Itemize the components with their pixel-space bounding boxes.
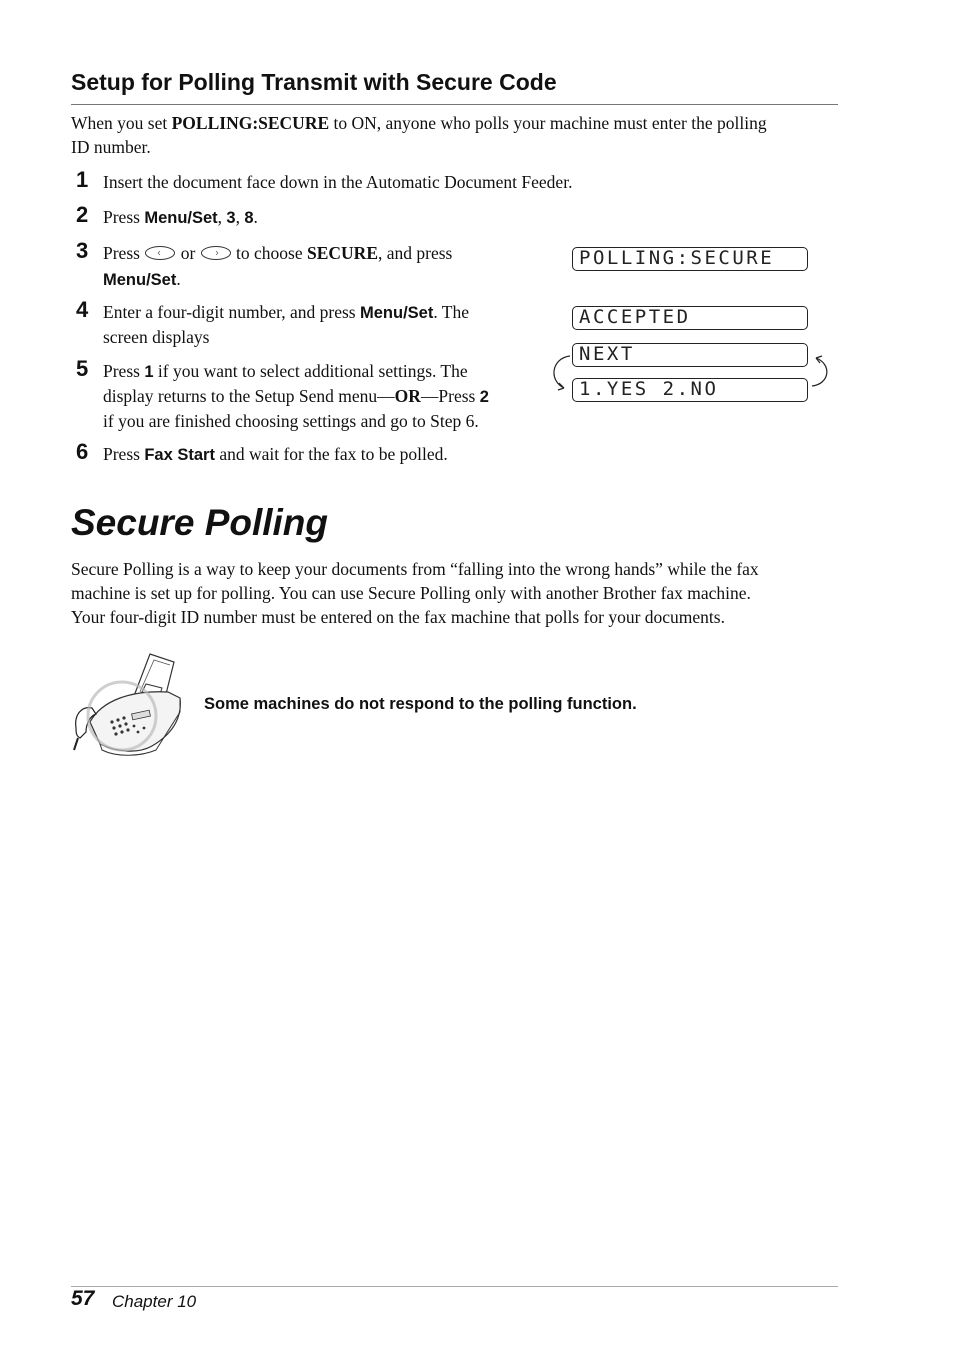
page-number: 57 — [71, 1287, 95, 1310]
key-8: 8 — [244, 209, 254, 227]
step-number-3: 3 — [76, 238, 89, 263]
step-6-text: Press Fax Start and wait for the fax to be polled. — [103, 444, 448, 464]
secure-option: SECURE — [307, 243, 378, 263]
lcd-accepted: ACCEPTED — [572, 306, 808, 330]
intro-text: When you set — [71, 113, 172, 133]
navigation-left-button-icon — [144, 243, 176, 267]
lcd-yes-no: 1.YES 2.NO — [572, 378, 808, 402]
or-label: OR — [394, 386, 421, 406]
page-title: Secure Polling — [71, 502, 329, 543]
fax-machine-icon — [72, 652, 184, 758]
chapter-label: Chapter 10 — [112, 1292, 197, 1311]
step-number-5: 5 — [76, 356, 89, 381]
intro-text-cont: to ON, anyone who polls your machine must enter the polling — [329, 113, 767, 133]
lcd-next: NEXT — [572, 343, 808, 367]
intro-line2: ID number. — [71, 137, 151, 157]
step-number-2: 2 — [76, 202, 89, 227]
step-number-1: 1 — [76, 167, 89, 192]
key-3: 3 — [226, 209, 236, 227]
heading-rule — [71, 104, 838, 105]
step-3-text: Press or to choose SECURE, and press Menu/Set. — [103, 243, 453, 289]
menu-set-key: Menu/Set — [360, 304, 434, 322]
step-number-4: 4 — [76, 297, 89, 322]
fax-start-key: Fax Start — [144, 446, 215, 464]
step-number-6: 6 — [76, 439, 89, 464]
cycle-arrow-left-icon — [548, 350, 574, 396]
section-heading: Setup for Polling Transmit with Secure Code — [71, 69, 557, 95]
cycle-arrow-right-icon — [808, 350, 834, 396]
intro-paragraph — [71, 111, 851, 159]
intro-setting-name: POLLING:SECURE — [171, 113, 330, 133]
step-4-text: Enter a four-digit number, and press Menu/Set. The screen displays — [103, 302, 469, 347]
step-1-text: Insert the document face down in the Automatic Document Feeder. — [103, 172, 573, 192]
footer-rule — [71, 1286, 838, 1287]
menu-set-key: Menu/Set — [144, 209, 218, 227]
menu-set-key: Menu/Set — [103, 270, 177, 289]
step-2-text: Press Menu/Set, 3, 8. — [103, 207, 258, 227]
step-5-text: Press 1 if you want to select additional settings. The display returns to the Setup Send menu—OR—Press 2 if you are finished choosing settings and go to Step 6. — [103, 361, 489, 431]
note-text: Some machines do not respond to the polling function. — [204, 695, 637, 713]
secure-polling-paragraph: Secure Polling is a way to keep your documents from “falling into the wrong hands” while the fax machine is set up for polling. You can use Secure Polling only with another Brother fax machine. Your four-digit ID number must be entered on the fax machine that polls for your documents. — [71, 559, 759, 627]
key-1: 1 — [144, 363, 154, 381]
navigation-right-button-icon — [200, 243, 232, 267]
key-2: 2 — [479, 388, 489, 406]
lcd-polling-secure: POLLING:SECURE — [572, 247, 808, 271]
